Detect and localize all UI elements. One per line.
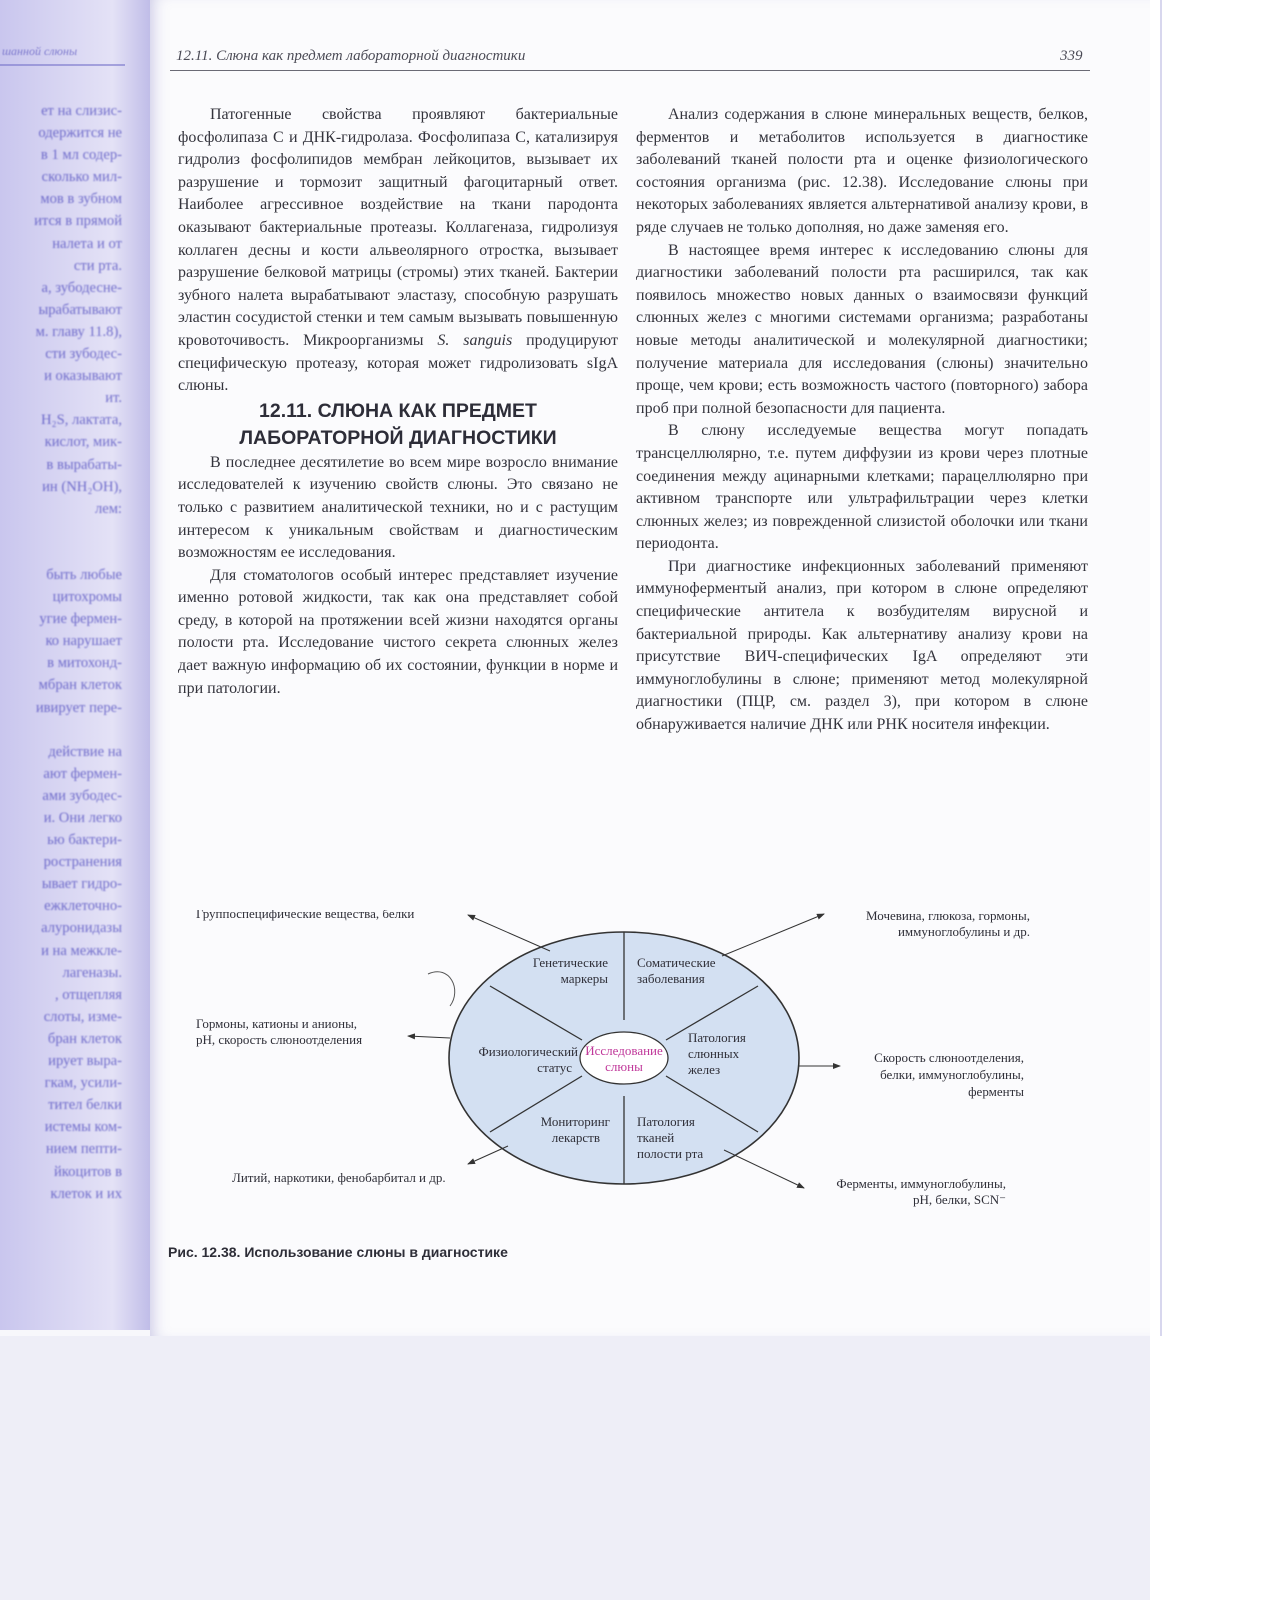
running-header: 12.11. Слюна как предмет лабораторной диагностики <box>176 48 526 64</box>
left-page-line <box>2 719 122 741</box>
species-name: S. sanguis <box>437 331 513 349</box>
outer-label: pH, белки, SCN⁻ <box>912 1192 1006 1207</box>
left-page-line: и оказывают <box>44 368 122 385</box>
left-page-line: быть любые <box>46 566 122 583</box>
left-column <box>178 104 618 700</box>
left-page-line: в вырабаты- <box>46 456 122 473</box>
decorative-curve <box>428 972 455 1006</box>
paragraph: Для стоматологов особый интерес представляет изучение именно ротовой жидкости, так как она представляет собой среду, в которой на протяжении всей жизни находятся органы полости рта. Исследование чистого секрета слюнных желез дает важную информацию об их состоянии, функции в норме и при патологии. <box>178 566 618 697</box>
left-page-line: а, зубодесне- <box>41 279 122 296</box>
left-page-line: ится в прямой <box>34 213 122 230</box>
center-label: слюны <box>605 1059 643 1074</box>
sector-label: Физиологический <box>478 1044 578 1059</box>
sector-label: заболевания <box>637 971 705 986</box>
arrow <box>468 915 550 951</box>
left-page-line: и. Они легко <box>43 810 122 826</box>
left-page-line: ежклеточно- <box>44 898 122 915</box>
left-page-line: лем: <box>94 500 122 517</box>
figure-caption: Рис. 12.38. Использование слюны в диагностике <box>168 1244 508 1260</box>
sector-label: Патология <box>637 1114 695 1129</box>
left-page-line: ко нарушает <box>45 633 122 650</box>
header-rule <box>170 70 1090 71</box>
left-page-line: гкам, усили- <box>44 1075 122 1092</box>
left-page-line: лагеназы. <box>62 964 122 981</box>
left-page-line: угие фермен- <box>39 611 122 628</box>
sector-label: Патология <box>688 1030 746 1045</box>
paragraph-text: Патогенные свойства проявляют бактериальные фосфолипаза С и ДНК-гидролаза. Фосфолипаза С, катализируя гидролиз фосфолипидов мембран лейкоцитов, вызывает их разрушение и тормозит защитный фагоцитарный ответ. Наиболее агрессивное воздействие на ткани пародонта оказывают бактериальные протеазы. Коллагеназа, гидролизуя коллаген десны и кости альвеолярного отростка, вызывает разрушение белковой матрицы (стромы) этих тканей. Бактерии зубного налета вырабатывают эластазу, способную разрушать эластин сосудистой стенки и тем самым вызывать повышенную кровоточивость. Микроорганизмы <box>178 106 618 349</box>
sector-label: Соматические <box>637 955 716 970</box>
left-page-line: истемы ком- <box>44 1119 122 1136</box>
paragraph: В настоящее время интерес к исследованию слюны для диагностики заболеваний полости рта расширился, так как появилось множество новых данных о взаимосвязи функций слюнных желез с многими системами организма; разработаны новые методы аналитической и молекулярной диагностики; получение материала для исследования (слюны) значительно проще, чем крови; есть возможность частого (повторного) забора проб при полной безопасности для пациента. <box>636 241 1088 417</box>
left-page-line: нием пепти- <box>45 1141 122 1158</box>
sector-label: маркеры <box>560 971 608 986</box>
arrow <box>408 1036 450 1038</box>
left-page-line: йкоцитов в <box>54 1163 122 1180</box>
left-page-line: ью бактери- <box>47 832 122 849</box>
outer-label: белки, иммуноглобулины, <box>880 1067 1024 1082</box>
left-page-line: бран клеток <box>47 1030 122 1047</box>
left-page-line: ырабатывают <box>38 301 122 318</box>
paragraph: Анализ содержания в слюне минеральных веществ, белков, ферментов и метаболитов используется в диагностике заболеваний тканей полости рта и оценке физиологического состояния организма (рис. 12.38). Исследование слюны при некоторых заболеваниях является альтернативой анализу крови, в ряде случаев не только дополняя, но даже заменяя его. <box>636 106 1088 236</box>
scan-bottom-area <box>0 1336 1150 1600</box>
sector-label: лекарств <box>551 1130 600 1145</box>
left-page-line: цитохромы <box>52 589 122 606</box>
sector-label: Мониторинг <box>540 1114 610 1129</box>
section-heading-line: ЛАБОРАТОРНОЙ ДИАГНОСТИКИ <box>239 426 557 449</box>
sector-label: полости рта <box>637 1146 704 1161</box>
left-page-line: слоты, изме- <box>43 1008 122 1025</box>
left-page-line: клеток и их <box>50 1185 122 1202</box>
sector-label: желез <box>688 1062 721 1077</box>
left-page-line: , отщепляя <box>54 986 122 1003</box>
sector-label: статус <box>537 1060 572 1075</box>
paragraph: В слюну исследуемые вещества могут попадать трансцеллюлярно, т.е. путем диффузии из крови через плотные соединения между ацинарными клетками; парацеллюлярно при активном транспорте или ультрафильтрации через клетки слюнных желез; из поврежденной слизистой оболочки или ткани периодонта. <box>636 422 1088 553</box>
sector-label: тканей <box>637 1130 675 1145</box>
left-page-line: сколько мил- <box>41 169 122 186</box>
left-page-line: кислот, мик- <box>44 434 122 451</box>
left-page-line: и на межкле- <box>41 942 122 959</box>
left-page-header: шанной слюны <box>2 44 78 58</box>
outer-label: иммуноглобулины и др. <box>897 924 1030 939</box>
right-column <box>636 104 1088 737</box>
left-page-line: ирует выра- <box>48 1053 122 1070</box>
left-page-line: м. главу 11.8), <box>35 323 122 340</box>
page-number: 339 <box>1060 48 1083 64</box>
left-page-line: мов в зубном <box>40 191 122 208</box>
arrow <box>468 1146 508 1164</box>
outer-label: Группоспецифические вещества, белки <box>196 910 415 921</box>
left-page-line <box>2 542 122 564</box>
arrow <box>724 1150 804 1188</box>
left-page-line: H₂S, лактата, <box>40 412 122 429</box>
sector-label: слюнных <box>688 1046 740 1061</box>
left-page-line: сти рта. <box>73 257 122 274</box>
paragraph: В последнее десятилетие во всем мире возросло внимание исследователей к изучению свойств слюны. Это связано не только с развитием аналитической техники, но и с растущим интересом к уникальным свойствам и диагностическим возможностям ее исследования. <box>178 453 618 562</box>
sector-label: Генетические <box>532 955 608 970</box>
left-page-line: налета и от <box>52 235 122 252</box>
outer-label: Мочевина, глюкоза, гормоны, <box>866 910 1030 923</box>
paragraph-text: продуцируют специфическую протеазу, которая может гидролизовать sIgA слюны. <box>178 331 618 395</box>
left-page-line: действие на <box>48 743 122 760</box>
left-page-line: ивирует пере- <box>35 699 122 716</box>
left-page-line: в 1 мл содер- <box>40 147 122 164</box>
section-heading-line: 12.11. СЛЮНА КАК ПРЕДМЕТ <box>259 399 537 422</box>
left-page-line: ин (NH₂OH), <box>42 478 122 495</box>
left-page-line: одержится не <box>38 125 122 142</box>
left-page-line: в митохонд- <box>47 655 122 672</box>
left-page-line: ет на слизис- <box>41 103 122 119</box>
left-page-line: ами зубодес- <box>42 787 122 804</box>
outer-label: Скорость слюноотделения, <box>874 1050 1024 1065</box>
left-page-line: ространения <box>43 854 122 871</box>
center-label: Исследование <box>585 1043 663 1058</box>
left-page-line: ит. <box>105 390 122 407</box>
outer-label: pH, скорость слюноотделения <box>196 1032 363 1047</box>
left-page-rule <box>0 64 125 66</box>
saliva-diagnostics-diagram <box>150 910 1150 1240</box>
left-page-line: сти зубодес- <box>45 346 122 363</box>
left-page-line: тител белки <box>48 1097 122 1114</box>
outer-label: Гормоны, катионы и анионы, <box>196 1016 358 1031</box>
left-page-strip <box>0 0 150 1330</box>
left-page-text <box>2 100 122 1205</box>
section-heading <box>178 398 618 452</box>
left-page-line: мбран клеток <box>38 677 122 694</box>
left-page-line: ают фермен- <box>43 765 122 782</box>
book-page <box>150 0 1150 1336</box>
center-ellipse <box>580 1032 668 1084</box>
paragraph: При диагностике инфекционных заболеваний применяют иммуноферментый анализ, при котором в слюне определяют специфические антитела к возбудителям вирусной и бактериальной природы. Как альтернативу анализу крови на присутствие ВИЧ-специфических IgA определяют эти иммуноглобулины в слюне; применяют метод молекулярной диагностики (ПЦР, см. раздел 3), при котором в слюне обнаруживается наличие ДНК или РНК носителя инфекции. <box>636 557 1088 734</box>
arrow <box>722 914 824 956</box>
left-page-line: ывает гидро- <box>41 876 122 893</box>
outer-label: ферменты <box>968 1084 1024 1099</box>
left-page-line <box>2 520 122 542</box>
outer-label: Литий, наркотики, фенобарбитал и др. <box>232 1170 446 1185</box>
page-edge-line <box>1160 0 1162 1336</box>
paragraph <box>178 104 618 398</box>
right-margin <box>1150 0 1280 1600</box>
outer-label: Ферменты, иммуноглобулины, <box>836 1176 1006 1191</box>
left-page-line: алуронидазы <box>41 920 122 937</box>
